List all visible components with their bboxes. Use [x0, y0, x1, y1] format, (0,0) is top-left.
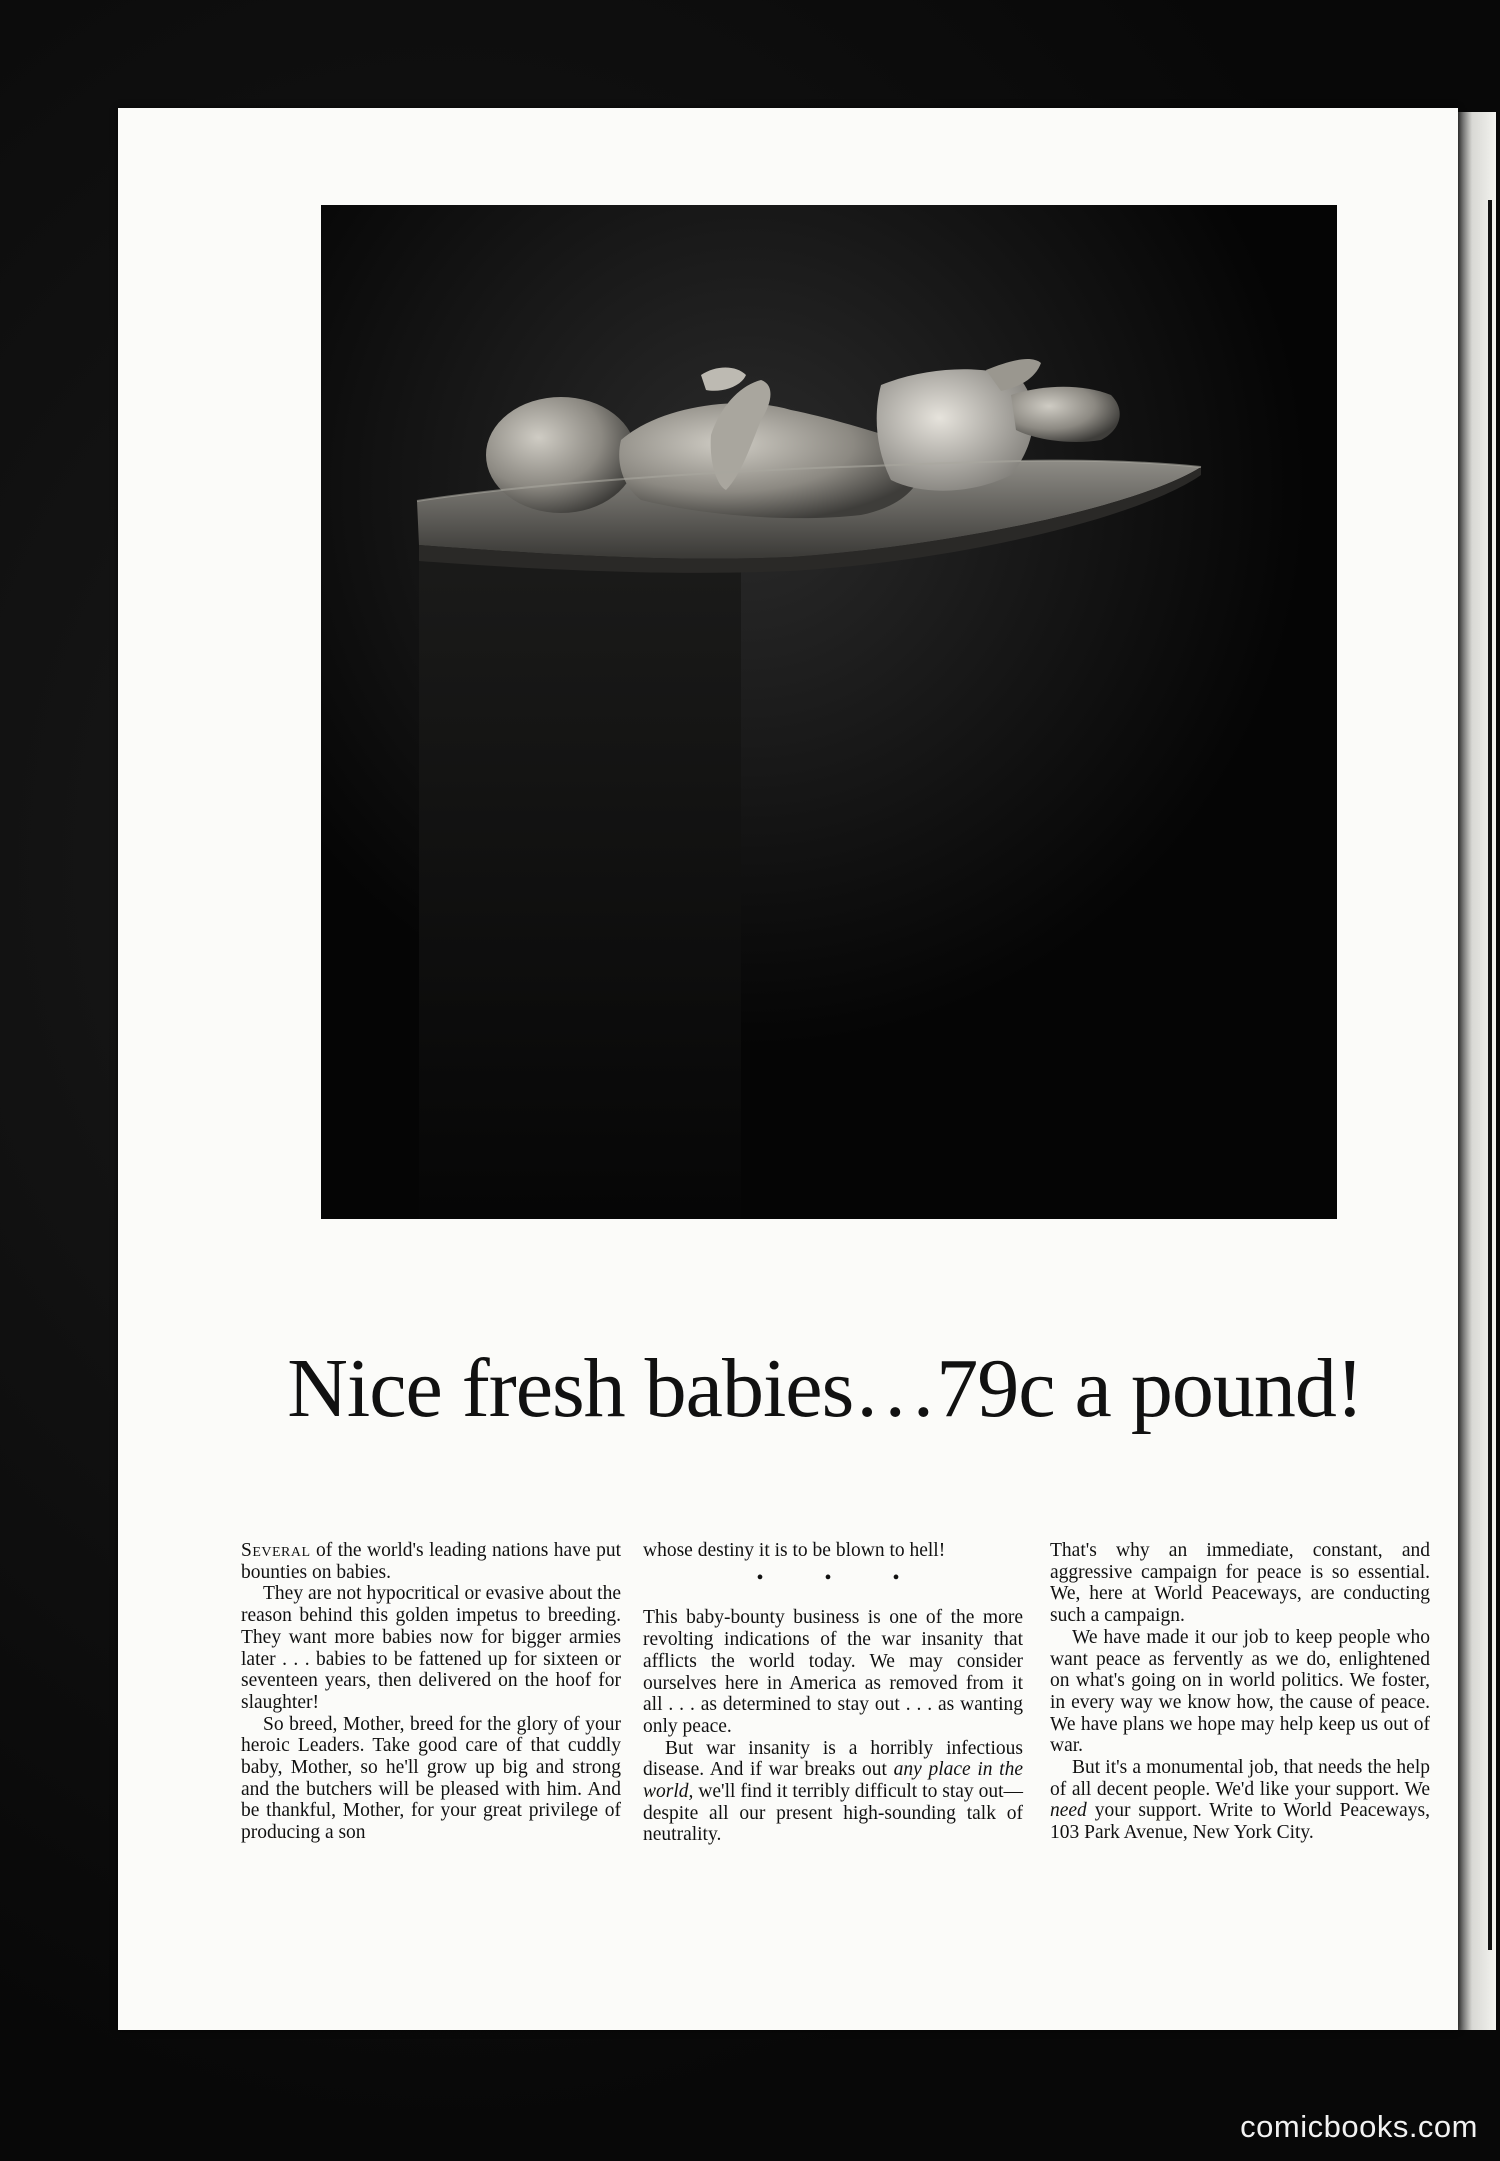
- column-3-emphasis: need: [1050, 1800, 1087, 1822]
- column-3-paragraph-1: That's why an immediate, constant, and aggressive campaign for peace is so essential. We, here at World Peaceways, are conducting such a campaign.: [1050, 1540, 1430, 1627]
- lead-word: Several: [241, 1540, 311, 1561]
- column-1-paragraph-1-text: of the world's leading nations have put bounties on babies.: [241, 1540, 621, 1583]
- infant-lying-on-pedestal-icon: [321, 205, 1337, 1219]
- column-2-paragraph-3-text-a: But war insanity is a horribly infectious disease. And if war breaks out: [643, 1737, 1023, 1781]
- column-1-paragraph-1: [241, 1540, 621, 1583]
- column-3-paragraph-3-text-a: But it's a monumental job, that needs the help of all decent people. We'd like your support. We: [1050, 1757, 1430, 1800]
- article-column-3: [1050, 1540, 1430, 1844]
- column-2-emphasis: any place in the world,: [643, 1759, 1023, 1803]
- baby-photograph: [321, 205, 1337, 1219]
- column-3-paragraph-3: [1050, 1757, 1430, 1844]
- column-1-paragraph-2: They are not hypocritical or evasive about the reason behind this golden impetus to breeding. They want more babies now for bigger armies later . . . babies to be fattened up for sixteen or seventeen years, then delivered on the hoof for slaughter!: [241, 1583, 621, 1713]
- column-2-paragraph-3: [643, 1738, 1023, 1847]
- column-3-paragraph-2: We have made it our job to keep people who want peace as fervently as we do, enlightened on what's going on in world politics. We foster, in every way we know how, the cause of peace. We have plans we hope may help keep us out of war.: [1050, 1626, 1430, 1757]
- column-1-paragraph-3: So breed, Mother, breed for the glory of your heroic Leaders. Take good care of that cuddly baby, Mother, so he'll grow up big and strong and the butchers will be pleased with him. And be thankful, Mother, for your great privilege of producing a son: [241, 1713, 621, 1844]
- column-2-paragraph-1: whose destiny it is to be blown to hell!: [643, 1540, 946, 1561]
- headline: Nice fresh babies…79c a pound!: [287, 1342, 1363, 1435]
- column-2-paragraph-2: This baby-bounty business is one of the more revolting indications of the war insanity that afflicts the world today. We may consider ourselves here in America as removed from it all . . . as determined to stay out . . . as wanting only peace.: [643, 1607, 1023, 1737]
- watermark: comicbooks.com: [1240, 2109, 1478, 2144]
- article-column-2: [643, 1540, 1023, 1846]
- article-column-1: [241, 1540, 621, 1844]
- column-2-paragraph-3-text-b: we'll find it terribly difficult to stay out—despite all our present high-sounding talk of neutrality.: [643, 1781, 1023, 1846]
- adjacent-page-rule: [1488, 200, 1492, 1950]
- section-separator: • • •: [756, 1566, 928, 1589]
- column-3-paragraph-3-text-b: your support. Write to World Peaceways, 103 Park Avenue, New York City.: [1050, 1800, 1430, 1844]
